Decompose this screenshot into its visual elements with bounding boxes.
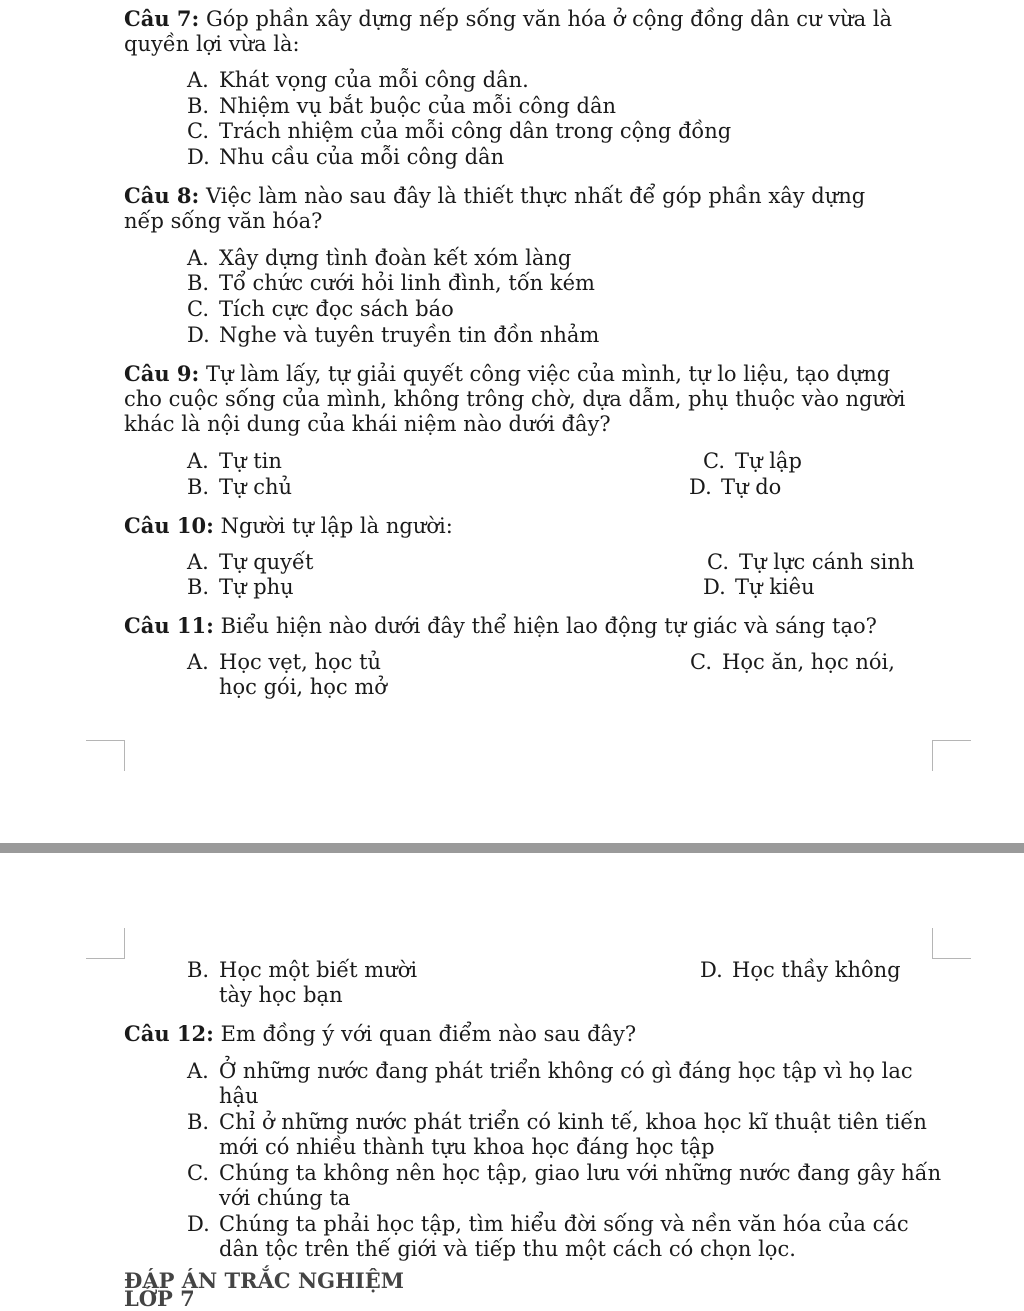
option-text: Khát vọng của mỗi công dân. [219, 68, 529, 92]
q10-option-a [187, 550, 313, 575]
question-12-text: Em đồng ý với quan điểm nào sau đây? [213, 1022, 637, 1046]
option-letter: A. [187, 550, 209, 574]
option-letter: D. [187, 145, 210, 169]
option-text: Tự lập [735, 449, 802, 473]
page-crop-mark [86, 928, 125, 959]
question-9-text: Tự làm lấy, tự giải quyết công việc của mình, tự lo liệu, tạo dựng cho cuộc sống của mình, không trông chờ, dựa dẫm, phụ thuộc vào người khác là nội dung của khái niệm nào dưới đây? [124, 362, 906, 436]
option-text: Học thầy không [732, 958, 901, 982]
page-separator [0, 843, 1024, 853]
page-crop-mark [86, 740, 125, 771]
option-letter: C. [703, 449, 725, 473]
option-letter: C. [187, 1161, 209, 1185]
option-text: Nhu cầu của mỗi công dân [219, 145, 505, 169]
option-text: Chúng ta không nên học tập, giao lưu với những nước đang gây hấn với chúng ta [219, 1161, 942, 1210]
option-letter: A. [187, 449, 209, 473]
question-11-text: Biểu hiện nào dưới đây thể hiện lao động tự giác và sáng tạo? [213, 614, 877, 638]
q8-option-d [187, 323, 599, 348]
option-text: Nhiệm vụ bắt buộc của mỗi công dân [219, 94, 616, 118]
option-letter: C. [690, 650, 712, 674]
question-8-text: Việc làm nào sau đây là thiết thực nhất để góp phần xây dựng nếp sống văn hóa? [124, 184, 866, 233]
option-letter: B. [187, 475, 210, 499]
option-letter: C. [187, 119, 209, 143]
q8-option-a [187, 246, 571, 271]
option-text: Học một biết mười tày học bạn [219, 958, 418, 1007]
option-text: Trách nhiệm của mỗi công dân trong cộng đồng [219, 119, 732, 143]
question-12-label: Câu 12: [124, 1021, 214, 1046]
question-9 [124, 361, 924, 437]
question-8 [124, 183, 904, 234]
page-crop-mark [932, 928, 971, 959]
cutoff-heading [124, 1268, 444, 1311]
question-10 [124, 513, 924, 539]
option-letter: A. [187, 650, 209, 674]
option-letter: D. [187, 1212, 210, 1236]
question-10-text: Người tự lập là người: [213, 514, 453, 538]
option-text: Tự kiêu [735, 575, 815, 599]
question-9-label: Câu 9: [124, 361, 200, 386]
option-text: Tự lực cánh sinh [739, 550, 915, 574]
option-letter: A. [187, 1059, 209, 1083]
q12-option-c [187, 1161, 947, 1211]
page-crop-mark [932, 740, 971, 771]
option-letter: B. [187, 575, 210, 599]
q8-option-b [187, 271, 595, 296]
option-text: Tự chủ [219, 475, 293, 499]
option-letter: A. [187, 68, 209, 92]
option-text: Xây dựng tình đoàn kết xóm làng [219, 246, 572, 270]
question-11 [124, 613, 924, 639]
q7-option-c [187, 119, 731, 144]
option-text: Học vẹt, học tủ học gói, học mở [219, 650, 387, 699]
option-text: Chỉ ở những nước phát triển có kinh tế, khoa học kĩ thuật tiên tiến mới có nhiều thành tựu khoa học đáng học tập [219, 1110, 927, 1159]
q10-option-b [187, 575, 294, 600]
q9-option-a [187, 449, 282, 474]
option-text: Tổ chức cưới hỏi linh đình, tốn kém [219, 271, 595, 295]
question-7-text: Góp phần xây dựng nếp sống văn hóa ở cộng đồng dân cư vừa là quyền lợi vừa là: [124, 7, 893, 56]
option-letter: A. [187, 246, 209, 270]
option-text: Ở những nước đang phát triển không có gì đáng học tập vì họ lac hậu [219, 1059, 913, 1108]
q10-option-c [707, 550, 914, 575]
option-letter: C. [707, 550, 729, 574]
question-12 [124, 1021, 924, 1047]
option-letter: D. [703, 575, 726, 599]
option-text: Chúng ta phải học tập, tìm hiểu đời sống và nền văn hóa của các dân tộc trên thế giới và tiếp thu một cách có chọn lọc. [219, 1212, 909, 1261]
option-letter: B. [187, 94, 210, 118]
option-text: Tự tin [219, 449, 282, 473]
question-7-label: Câu 7: [124, 6, 200, 31]
q12-option-a [187, 1059, 927, 1109]
q7-option-a [187, 68, 529, 93]
q11-option-c [690, 650, 895, 675]
option-letter: B. [187, 1110, 210, 1134]
q11-option-a [187, 650, 402, 700]
option-text: Học ăn, học nói, [722, 650, 895, 674]
option-letter: D. [187, 323, 210, 347]
q9-option-b [187, 475, 292, 500]
option-text: Nghe và tuyên truyền tin đồn nhảm [219, 323, 600, 347]
option-text: Tự phụ [219, 575, 294, 599]
question-7 [124, 6, 924, 57]
q7-option-d [187, 145, 504, 170]
q7-option-b [187, 94, 616, 119]
option-letter: B. [187, 958, 210, 982]
cutoff-heading-text: ĐÁP ÁN TRẮC NGHIỆM LỚP 7 [124, 1268, 404, 1311]
q9-option-d [689, 475, 781, 500]
option-text: Tự quyết [219, 550, 314, 574]
question-10-label: Câu 10: [124, 513, 214, 538]
q12-option-b [187, 1110, 927, 1160]
question-8-label: Câu 8: [124, 183, 200, 208]
q8-option-c [187, 297, 454, 322]
option-letter: C. [187, 297, 209, 321]
option-text: Tự do [721, 475, 782, 499]
q9-option-c [703, 449, 802, 474]
option-text: Tích cực đọc sách báo [219, 297, 454, 321]
option-letter: B. [187, 271, 210, 295]
q11-option-d [700, 958, 901, 983]
q10-option-d [703, 575, 815, 600]
q12-option-d [187, 1212, 927, 1262]
question-11-label: Câu 11: [124, 613, 214, 638]
option-letter: D. [689, 475, 712, 499]
q11-option-b [187, 958, 437, 1008]
option-letter: D. [700, 958, 723, 982]
